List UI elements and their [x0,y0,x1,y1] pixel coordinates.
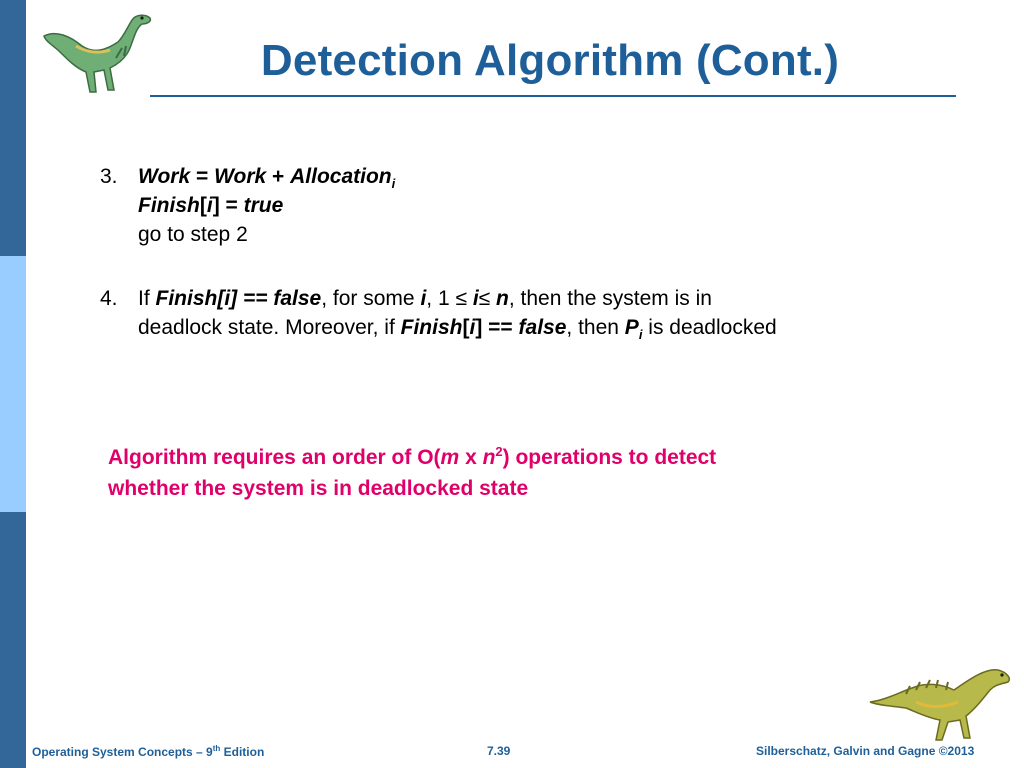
bracket-close-eq: ] == [475,316,519,339]
note-text-a: Algorithm requires an order of O( [108,446,441,469]
work-var: Work [138,165,191,188]
bracket-close: ] [212,194,220,217]
condition-text: Finish[i] == false [155,287,322,310]
range-text: , 1 ≤ [426,287,473,310]
note-exponent: 2 [495,444,503,459]
note-line-1 [108,436,928,473]
n-var: n [496,287,509,310]
complexity-note [108,436,928,504]
note-text-b: ) operations to detect [502,446,717,469]
p-var: P [624,316,639,339]
then-text-2: , then [566,316,625,339]
finish-var: Finish [138,194,200,217]
footer-book-title [32,744,264,759]
p-subscript: i [638,327,643,343]
index-var: i [206,194,213,217]
bracket-open: [ [462,316,470,339]
plus-sign: + [266,165,291,188]
i-var: i [472,287,479,310]
footer-page-number: 7.39 [487,744,511,758]
dinosaur-logo-icon [36,6,156,96]
step-3-line-3 [138,223,248,247]
title-underline [150,95,956,97]
deadlocked-text: is deadlocked [642,316,777,339]
note-n-var: n [482,446,496,469]
footer-title-sup: th [212,744,221,753]
dinosaur-logo-icon [866,662,1016,744]
equals-sign: = [190,165,215,188]
step-4-line-1 [138,287,712,311]
work-var: Work [214,165,267,188]
index-var: i [469,316,476,339]
step-4-line-2 [138,316,777,342]
step-3-line-1 [138,165,395,191]
allocation-subscript: i [391,176,396,192]
finish-var: Finish [400,316,463,339]
allocation-var: Allocation [290,165,392,188]
note-x: x [459,446,483,469]
slide-title: Detection Algorithm (Cont.) [260,36,840,85]
true-value: true [243,194,284,217]
note-line-2: whether the system is in deadlocked state [108,477,529,500]
bracket-open: [ [199,194,207,217]
sidebar-dark-block-bottom [0,512,26,768]
i-var: i [420,287,427,310]
goto-text: go to step 2 [138,223,248,246]
leq-text: ≤ [478,287,497,310]
for-some-text: , for some [321,287,421,310]
if-text: If [138,287,156,310]
step-3-line-2 [138,194,283,218]
sidebar-light-block [0,256,26,512]
sidebar-dark-block-top [0,0,26,256]
step-4-number: 4. [100,287,118,310]
footer-authors: Silberschatz, Galvin and Gagne ©2013 [756,744,975,758]
note-m-var: m [440,446,460,469]
footer-title-b: Edition [220,745,265,759]
deadlock-text: deadlock state. Moreover, if [138,316,401,339]
footer-title-a: Operating System Concepts – 9 [32,745,213,759]
step-3-number: 3. [100,165,118,188]
then-text: , then the system is in [508,287,712,310]
assign-sign: = [219,194,244,217]
slide-sidebar [0,0,26,768]
false-value: false [518,316,567,339]
